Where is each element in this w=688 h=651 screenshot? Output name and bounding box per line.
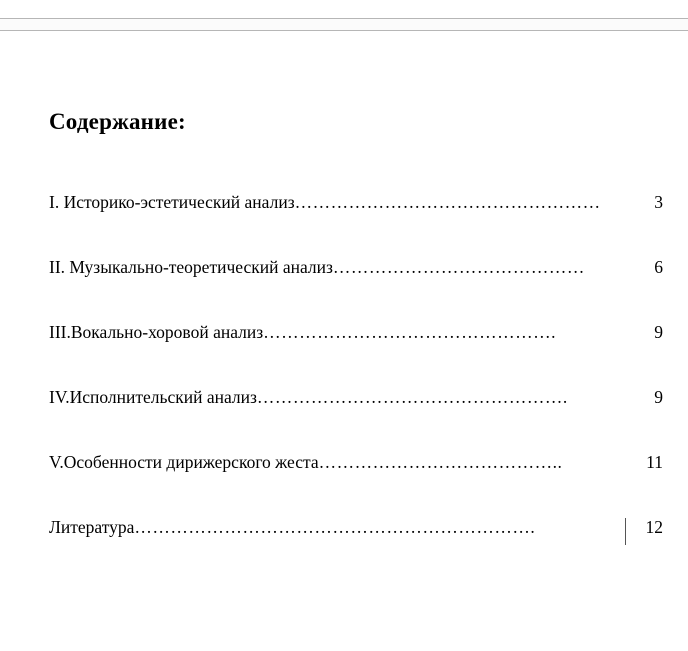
toc-entry[interactable] <box>49 192 663 257</box>
toc-entry[interactable] <box>49 517 663 582</box>
toc-leader-dots: ………………………………….. <box>318 452 563 472</box>
page-title: Содержание: <box>49 109 186 134</box>
ruler-bar <box>0 18 688 31</box>
toc-entry-page: 6 <box>654 257 663 277</box>
table-of-contents <box>49 192 663 582</box>
toc-leader-dots: …………………………………………. <box>263 322 557 342</box>
toc-entry-label: IV.Исполнительский анализ <box>49 387 257 407</box>
toc-entry-label: I. Историко-эстетический анализ <box>49 192 295 212</box>
document-page <box>0 32 688 651</box>
toc-entry[interactable] <box>49 387 663 452</box>
toc-entry-page: 3 <box>654 192 663 212</box>
toc-leader-dots: ……………………………………………. <box>256 387 568 407</box>
toc-entry-page: 9 <box>654 322 663 342</box>
toc-leader-dots: …………………………………………… <box>294 192 601 212</box>
toc-entry[interactable] <box>49 452 663 517</box>
toc-entry[interactable] <box>49 322 663 387</box>
toc-entry[interactable] <box>49 257 663 322</box>
toc-entry-label: Литература <box>49 517 135 537</box>
toc-entry-label: III.Вокально-хоровой анализ <box>49 322 264 342</box>
toc-entry-page: 9 <box>654 387 663 407</box>
text-cursor <box>625 518 626 545</box>
toc-entry-page: 12 <box>645 517 663 537</box>
toc-leader-dots: …………………………………………………………. <box>134 517 536 537</box>
toc-entry-page: 11 <box>646 452 663 472</box>
toc-leader-dots: …………………………………… <box>332 257 585 277</box>
toc-entry-label: II. Музыкально-теоретический анализ <box>49 257 333 277</box>
toc-entry-label: V.Особенности дирижерского жеста <box>49 452 319 472</box>
